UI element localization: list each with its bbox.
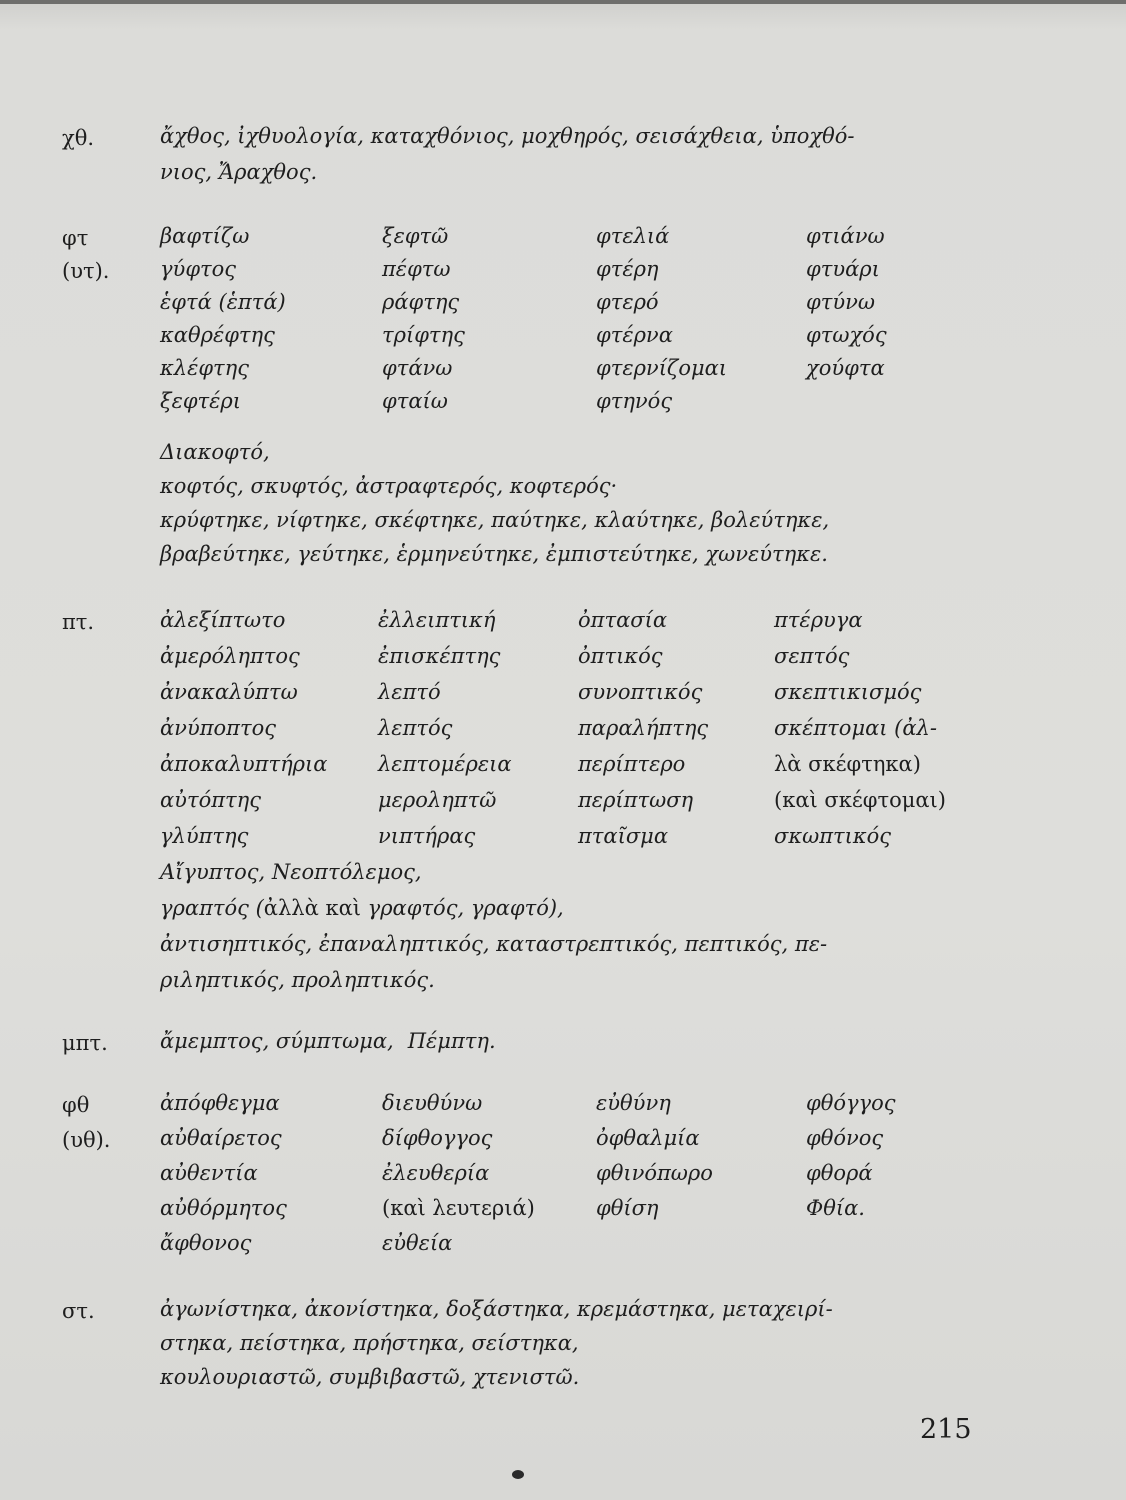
pt-col3-item: πταῖσμα [578, 824, 668, 848]
ft-col2-item: φτάνω [382, 356, 453, 380]
pt-col1-item: ἀμερόληπτος [160, 644, 300, 668]
ft-col2-item: φταίω [382, 389, 448, 413]
pt-col2-item: μεροληπτῶ [378, 788, 497, 812]
ft-col2-item: τρίφτης [382, 323, 465, 347]
fth-col2-item: διευθύνω [382, 1091, 483, 1115]
pt-col2-item: λεπτό [378, 680, 441, 704]
ft-line-10: βραβεύτηκε, γεύτηκε, ἑρμηνεύτηκε, ἐμπιστεύτηκε, χωνεύτηκε. [160, 542, 828, 566]
pt-line-10: ἀντισηπτικός, ἐπαναληπτικός, καταστρεπτικός, πεπτικός, πε- [160, 932, 828, 956]
section-label-pt: πτ. [62, 610, 95, 634]
pt-col3-item: περίπτωση [578, 788, 694, 812]
ft-col4-item: φτυάρι [806, 257, 880, 281]
fth-col4-item: φθόνος [806, 1126, 884, 1150]
pt-col1-item: ἀλεξίπτωτο [160, 608, 286, 632]
ft-col3-item: φτηνός [596, 389, 673, 413]
fth-col1-item: ἀπόφθεγμα [160, 1091, 280, 1115]
ft-col1-item: κλέφτης [160, 356, 250, 380]
pt-col2-item: ἐλλειπτική [378, 608, 496, 632]
chth-line-2: νιος, Ἄραχθος. [160, 160, 318, 184]
fth-col1-item: ἄφθονος [160, 1231, 252, 1255]
ft-line-7: Διακοφτό, [160, 440, 270, 464]
ft-col2-item: πέφτω [382, 257, 451, 281]
fth-col3-item: ὀφθαλμία [596, 1126, 700, 1150]
ft-col1-item: ἑφτά (ἑπτά) [160, 290, 286, 314]
pt-col3-item: συνοπτικός [578, 680, 703, 704]
ft-col1-item: ξεφτέρι [160, 389, 242, 413]
pt-col1-item: ἀποκαλυπτήρια [160, 752, 328, 776]
fth-col1-item: αὐθεντία [160, 1161, 258, 1185]
page-number: 215 [920, 1414, 972, 1445]
ft-col4-item: χούφτα [806, 356, 885, 380]
section-label-uth: (υθ). [62, 1128, 111, 1152]
ft-col3-item: φτερνίζομαι [596, 356, 728, 380]
pt-col4-item: σκεπτικισμός [774, 680, 922, 704]
ink-spot [512, 1470, 524, 1479]
fth-col4-item: φθορά [806, 1161, 873, 1185]
pt-col2-item: λεπτός [378, 716, 453, 740]
pt-col3-item: παραλήπτης [578, 716, 709, 740]
fth-col1-item: αὐθόρμητος [160, 1196, 287, 1220]
fth-col2-item: ἐλευθερία [382, 1161, 490, 1185]
pt-col1-item: γλύπτης [160, 824, 249, 848]
fth-col4-item: Φθία. [806, 1196, 865, 1220]
pt-col2-item: λεπτομέρεια [378, 752, 512, 776]
pt-col2-item: ἐπισκέπτης [378, 644, 501, 668]
fth-col3-item: φθίση [596, 1196, 659, 1220]
pt-col4-item: πτέρυγα [774, 608, 863, 632]
section-label-st: στ. [62, 1299, 95, 1323]
section-label-mpt: μπτ. [62, 1031, 108, 1055]
section-label-fth: φθ [62, 1093, 90, 1117]
chth-line-1: ἄχθος, ἰχθυολογία, καταχθόνιος, μοχθηρός, σεισάχθεια, ὑποχθό- [160, 124, 855, 148]
pt-col3-item: ὀπτικός [578, 644, 663, 668]
pt-line-11: ριληπτικός, προληπτικός. [160, 968, 435, 992]
ft-line-9: κρύφτηκε, νίφτηκε, σκέφτηκε, παύτηκε, κλαύτηκε, βολεύτηκε, [160, 508, 830, 532]
section-label-ft: φτ [62, 226, 89, 250]
fth-col2-item: (καὶ λευτεριά) [382, 1196, 535, 1220]
pt-col4-item: σκέπτομαι (ἀλ- [774, 716, 937, 740]
ft-col3-item: φτέρη [596, 257, 659, 281]
ft-col4-item: φτωχός [806, 323, 887, 347]
ft-col1-item: καθρέφτης [160, 323, 275, 347]
st-line-1: ἀγωνίστηκα, ἀκονίστηκα, δοξάστηκα, κρεμάστηκα, μεταχειρί- [160, 1297, 833, 1321]
mpt-line-1-part-a: ἄμεμπτος, σύμπτωμα, [160, 1029, 394, 1053]
pt-col1-item: αὐτόπτης [160, 788, 261, 812]
pt-col2-item: νιπτήρας [378, 824, 476, 848]
fth-col3-item: εὐθύνη [596, 1091, 671, 1115]
pt-line-9-part-b: ἀλλὰ καὶ [263, 896, 361, 920]
section-label-chth: χθ. [62, 126, 95, 150]
mpt-line-1 [160, 1031, 496, 1052]
fth-col4-item: φθόγγος [806, 1091, 896, 1115]
pt-line-8: Αἴγυπτος, Νεοπτόλεμος, [160, 860, 422, 884]
mpt-line-1-part-b: Πέμπτη. [407, 1029, 496, 1053]
section-label-ut: (υτ). [62, 259, 110, 283]
ft-col2-item: ξεφτῶ [382, 224, 449, 248]
pt-col4-item: σεπτός [774, 644, 850, 668]
pt-line-9 [160, 898, 564, 919]
st-line-3: κουλουριαστῶ, συμβιβαστῶ, χτενιστῶ. [160, 1365, 580, 1389]
ft-col4-item: φτιάνω [806, 224, 885, 248]
pt-col3-item: περίπτερο [578, 752, 686, 776]
fth-col2-item: δίφθογγος [382, 1126, 493, 1150]
ft-col3-item: φτέρνα [596, 323, 673, 347]
ft-col2-item: ράφτης [382, 290, 460, 314]
pt-col4-item: σκωπτικός [774, 824, 892, 848]
ft-col1-item: γύφτος [160, 257, 237, 281]
pt-col4-item: λὰ σκέφτηκα) [774, 752, 921, 776]
fth-col3-item: φθινόπωρο [596, 1161, 713, 1185]
ft-line-8: κοφτός, σκυφτός, ἀστραφτερός, κοφτερός· [160, 474, 618, 498]
pt-col1-item: ἀνακαλύπτω [160, 680, 298, 704]
pt-col1-item: ἀνύποπτος [160, 716, 276, 740]
pt-col3-item: ὀπτασία [578, 608, 667, 632]
pt-line-9-part-c: γραφτός, γραφτό), [360, 896, 564, 920]
ft-col1-item: βαφτίζω [160, 224, 250, 248]
pt-line-9-part-a: γραπτός ( [160, 896, 264, 920]
ft-col3-item: φτερό [596, 290, 659, 314]
page-top-edge [0, 0, 1126, 4]
st-line-2: στηκα, πείστηκα, πρήστηκα, σείστηκα, [160, 1331, 579, 1355]
ft-col3-item: φτελιά [596, 224, 670, 248]
pt-col4-item: (καὶ σκέφτομαι) [774, 788, 946, 812]
ft-col4-item: φτύνω [806, 290, 875, 314]
fth-col2-item: εὐθεία [382, 1231, 453, 1255]
fth-col1-item: αὐθαίρετος [160, 1126, 282, 1150]
